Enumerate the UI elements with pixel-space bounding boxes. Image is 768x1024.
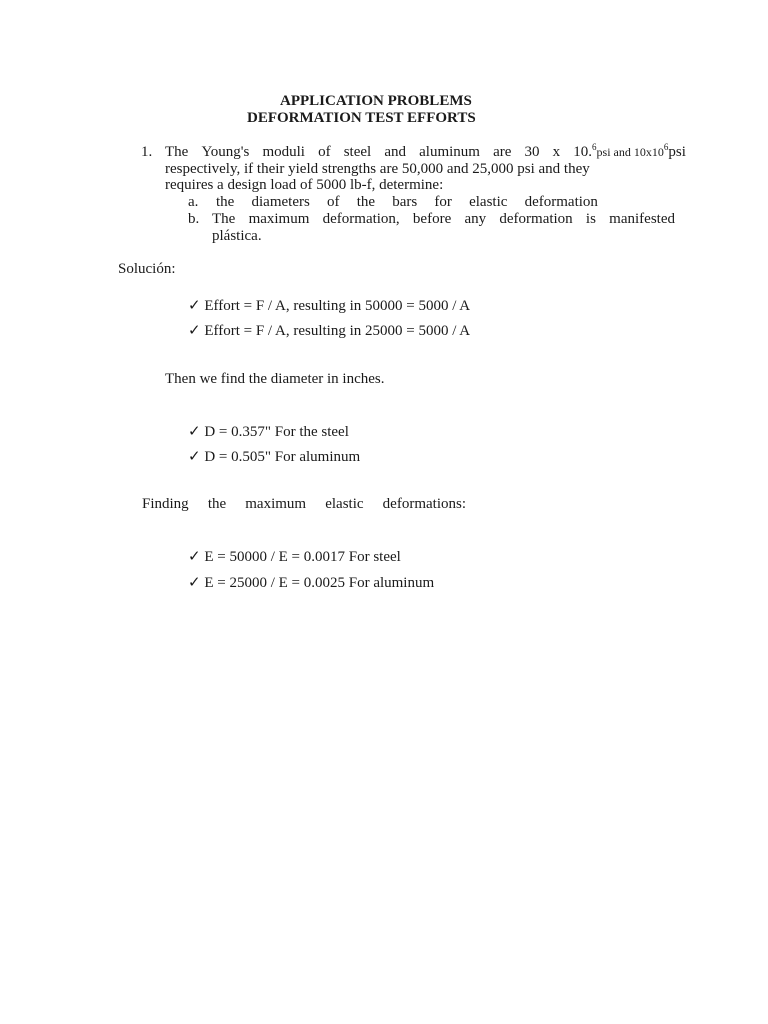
item-b-word: before	[412, 211, 452, 227]
problem-number: 1.	[141, 144, 153, 160]
modulus-value: 10.	[573, 144, 593, 160]
diameter-line-2: ✓ D = 0.505" For aluminum	[188, 449, 361, 465]
deformation-intro-word: elastic	[325, 496, 364, 512]
deformation-line-1: ✓ E = 50000 / E = 0.0017 For steel	[188, 549, 401, 565]
item-a-word: for	[434, 194, 452, 210]
item-b-marker: b.	[188, 211, 200, 227]
problem-line-1	[165, 144, 686, 161]
problem-line-2: respectively, if their yield strengths are 50,000 and 25,000 psi and they	[165, 161, 590, 177]
diameter-line-1: ✓ D = 0.357" For the steel	[188, 424, 349, 440]
item-a-word: diameters	[251, 194, 310, 210]
diameter-intro: Then we find the diameter in inches.	[165, 371, 385, 387]
item-b-word: any	[464, 211, 487, 227]
modulus-expression	[573, 144, 686, 161]
item-a-word: the	[356, 194, 376, 210]
item-b-text	[212, 211, 675, 228]
item-a-word: the	[216, 194, 235, 210]
item-b-word: The	[212, 211, 236, 227]
problem-line-3: requires a design load of 5000 lb-f, determine:	[165, 177, 444, 193]
item-a-word: deformation	[524, 194, 598, 210]
item-a-marker: a.	[188, 194, 199, 210]
item-b-word: manifested	[609, 211, 675, 227]
deformation-intro-word: maximum	[245, 496, 307, 512]
problem-word: moduli	[262, 144, 305, 160]
deformation-intro-word: Finding	[142, 496, 189, 512]
effort-line-1: ✓ Effort = F / A, resulting in 50000 = 5000 / A	[188, 298, 471, 314]
item-b-word: deformation,	[322, 211, 400, 227]
problem-word: 30	[524, 144, 540, 160]
item-b-continuation: plástica.	[212, 228, 262, 244]
deformation-line-2: ✓ E = 25000 / E = 0.0025 For aluminum	[188, 575, 435, 591]
deformation-intro-word: the	[207, 496, 227, 512]
modulus-exponent-1: 6	[592, 142, 597, 152]
modulus-exponent-2: 6	[663, 142, 669, 152]
item-b-word: is	[585, 211, 596, 227]
problem-word: and	[384, 144, 407, 160]
modulus-unit-small: psi and 10x10	[596, 145, 664, 159]
problem-word: The	[165, 144, 189, 160]
problem-word: of	[318, 144, 331, 160]
item-b-word: deformation	[499, 211, 573, 227]
heading-line-1: APPLICATION PROBLEMS	[280, 93, 472, 109]
modulus-unit: psi	[668, 144, 686, 160]
heading-line-2: DEFORMATION TEST EFFORTS	[247, 110, 476, 126]
solution-label: Solución:	[118, 261, 176, 277]
item-a-word: bars	[392, 194, 418, 210]
effort-line-2: ✓ Effort = F / A, resulting in 25000 = 5000 / A	[188, 323, 471, 339]
problem-word: are	[493, 144, 512, 160]
item-b-word: maximum	[248, 211, 310, 227]
deformation-intro-word: deformations:	[382, 496, 466, 512]
problem-word: x	[552, 144, 561, 160]
item-a-text	[216, 194, 598, 211]
item-a-word: elastic	[469, 194, 508, 210]
problem-word: aluminum	[419, 144, 480, 160]
deformation-intro	[142, 496, 466, 513]
item-a-word: of	[327, 194, 340, 210]
problem-word: steel	[343, 144, 372, 160]
problem-word: Young's	[201, 144, 250, 160]
